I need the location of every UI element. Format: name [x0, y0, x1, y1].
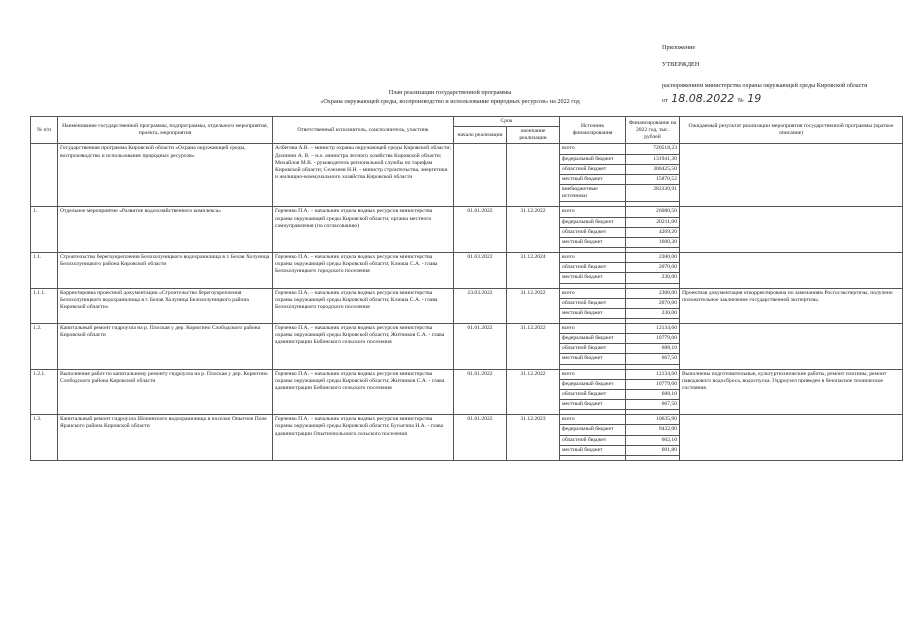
row-num: 1.1. — [31, 253, 58, 288]
funding-amount: 601,80 — [626, 445, 680, 455]
plan-title-line1: План реализации государственной программы — [388, 89, 512, 96]
header-executor: Ответственный исполнитель, соисполнитель, участник — [273, 117, 454, 144]
approval-date-line — [662, 92, 902, 106]
funding-amount: 2300,00 — [626, 253, 680, 263]
header-result: Ожидаемый результат реализации мероприятия государственной программы (краткое описание) — [680, 117, 903, 144]
funding-amount: 300425,50 — [626, 164, 680, 174]
row-start: 23.03.2022 — [454, 288, 507, 323]
row-end: 31.12.2022 — [507, 323, 560, 369]
funding-source: местный бюджет — [560, 354, 626, 364]
funding-source: областной бюджет — [560, 263, 626, 273]
funding-source: федеральный бюджет — [560, 425, 626, 435]
funding-source: местный бюджет — [560, 445, 626, 455]
row-result — [680, 323, 903, 369]
funding-amount: 26080,50 — [626, 207, 680, 217]
row-start: 01.01.2022 — [454, 207, 507, 253]
table-row — [31, 253, 903, 263]
spacer-cell — [560, 455, 626, 460]
funding-amount: 688,10 — [626, 389, 680, 399]
funding-source: федеральный бюджет — [560, 379, 626, 389]
row-name: Капитальный ремонт гидроузла Шопинского водохранилища в поселке Опытное Поле Яранского района Кировской области — [58, 415, 273, 461]
table-row — [31, 288, 903, 298]
row-num: 1.2. — [31, 323, 58, 369]
row-result — [680, 207, 903, 253]
spacer-cell — [626, 455, 680, 460]
funding-amount: 667,50 — [626, 354, 680, 364]
funding-amount: 20211,00 — [626, 217, 680, 227]
row-executor: Горченко П.А. – начальник отдела водных ресурсов министерства охраны окружающей среды Кировской области; Житников С.А. - глава администрации Бобинского сельского поселения — [273, 323, 454, 369]
funding-source: местный бюджет — [560, 400, 626, 410]
row-result: Выполнены подготовительные, культуртехнические работы, ремонт плотины, ремонт паводкового водосброса, водоспуска. Гидроузел приведен в безопасное техническое состояние. — [680, 369, 903, 415]
funding-source: всего — [560, 415, 626, 425]
row-start — [454, 144, 507, 207]
row-start: 01.01.2022 — [454, 323, 507, 369]
row-start: 01.03.2022 — [454, 253, 507, 288]
approved-by-order: распоряжением министерства охраны окружающей среды Кировской области — [662, 82, 868, 90]
row-end: 31.12.2022 — [507, 369, 560, 415]
funding-source: федеральный бюджет — [560, 217, 626, 227]
handwritten-date: 18.08.2022 — [671, 92, 735, 106]
funding-amount: 2300,00 — [626, 288, 680, 298]
funding-amount: 2070,00 — [626, 263, 680, 273]
row-name: Отдельное мероприятие «Развитие водохозяйственного комплекса» — [58, 207, 273, 253]
table-row — [31, 323, 903, 333]
row-name: Строительство берегоукрепления Белохолуницкого водохранилища в г. Белая Холуница Белохолуницкого района Кировской области — [58, 253, 273, 288]
header-num: № п/п — [31, 117, 58, 144]
plan-table-body — [31, 144, 903, 460]
funding-source: всего — [560, 323, 626, 333]
funding-source: внебюджетные источники — [560, 185, 626, 202]
funding-source: всего — [560, 288, 626, 298]
funding-amount: 282330,91 — [626, 185, 680, 202]
funding-amount: 12134,60 — [626, 369, 680, 379]
row-num: 1.1.1. — [31, 288, 58, 323]
funding-source: всего — [560, 369, 626, 379]
plan-table — [30, 116, 903, 461]
header-source: Источник финансирования — [560, 117, 626, 144]
row-start: 01.01.2022 — [454, 415, 507, 461]
funding-amount: 1600,30 — [626, 237, 680, 247]
funding-source: областной бюджет — [560, 164, 626, 174]
funding-amount: 10635,90 — [626, 415, 680, 425]
number-label: № — [737, 97, 744, 105]
row-result: Проектная документация откорректирована по замечаниям Росгосэкспертизы, получено положительное заключение государственной экспертизы. — [680, 288, 903, 323]
funding-source: областной бюджет — [560, 435, 626, 445]
row-result — [680, 144, 903, 207]
header-amount: Финансирование на 2022 год, тыс. рублей — [626, 117, 680, 144]
row-result — [680, 253, 903, 288]
table-row — [31, 369, 903, 379]
row-name: Капитальный ремонт гидроузла на р. Плоская у дер. Корюгино Слободского района Кировской области — [58, 323, 273, 369]
row-name: Корректировка проектной документации «Строительство берегоукрепления Белохолуницкого водохранилища в г. Белая Холуница Белохолуницкого района Кировской области» — [58, 288, 273, 323]
row-end — [507, 144, 560, 207]
funding-source: областной бюджет — [560, 389, 626, 399]
approval-block — [662, 44, 902, 106]
funding-source: федеральный бюджет — [560, 154, 626, 164]
funding-amount: 2070,00 — [626, 298, 680, 308]
funding-source: областной бюджет — [560, 298, 626, 308]
row-executor: Горченко П.А. – начальник отдела водных ресурсов министерства охраны окружающей среды Кировской области; органы местного самоуправления (по согласованию) — [273, 207, 454, 253]
funding-source: всего — [560, 253, 626, 263]
funding-amount: 230,00 — [626, 273, 680, 283]
funding-source: всего — [560, 207, 626, 217]
funding-amount: 12134,60 — [626, 323, 680, 333]
plan-title — [250, 89, 650, 106]
funding-amount: 4269,20 — [626, 227, 680, 237]
row-num — [31, 144, 58, 207]
funding-amount: 230,00 — [626, 308, 680, 318]
row-end: 31.12.2023 — [507, 415, 560, 461]
funding-source: областной бюджет — [560, 227, 626, 237]
approved-label: УТВЕРЖДЕН — [662, 61, 700, 69]
row-num: 1. — [31, 207, 58, 253]
handwritten-number: 19 — [747, 92, 762, 106]
funding-amount: 131941,30 — [626, 154, 680, 164]
funding-amount: 15870,52 — [626, 174, 680, 184]
row-num: 1.3. — [31, 415, 58, 461]
header-term: Срок — [454, 117, 560, 127]
table-row — [31, 144, 903, 154]
row-end: 31.12.2022 — [507, 288, 560, 323]
funding-amount: 9432,00 — [626, 425, 680, 435]
table-row — [31, 415, 903, 425]
funding-amount: 10779,00 — [626, 334, 680, 344]
funding-source: местный бюджет — [560, 273, 626, 283]
plan-title-line2: «Охрана окружающей среды, воспроизводство и использование природных ресурсов» на 2022 год — [320, 97, 580, 105]
funding-source: местный бюджет — [560, 308, 626, 318]
funding-source: федеральный бюджет — [560, 334, 626, 344]
row-end: 31.12.2024 — [507, 253, 560, 288]
funding-amount: 688,10 — [626, 344, 680, 354]
row-end: 31.12.2022 — [507, 207, 560, 253]
appendix-label: Приложение — [662, 44, 696, 51]
funding-amount: 720518,23 — [626, 144, 680, 154]
row-executor: Горченко П.А. – начальник отдела водных ресурсов министерства охраны окружающей среды Кировской области; Клюша С.А. - глава Белохолуницкого городского поселения — [273, 288, 454, 323]
funding-source: местный бюджет — [560, 174, 626, 184]
row-executor: Горченко П.А. – начальник отдела водных ресурсов министерства охраны окружающей среды Кировской области; Клюша С.А. - глава Белохолуницкого городского поселения — [273, 253, 454, 288]
header-end: окончание реализации — [507, 127, 560, 144]
row-name: Выполнение работ по капитальному ремонту гидроузла на р. Плоская у дер. Корюгино Слободского района Кировской области — [58, 369, 273, 415]
row-executor: Албегова А.В. – министр охраны окружающей среды Кировской области; Долинин А. В. – и.о. министра лесного хозяйства Кировской области; Михайлов М.В. - руководитель региональной службы по тарифам Кировской области; Селезнев Н.Н. - министр строительства, энергетики и жилищно-коммунального хозяйства Кировской области — [273, 144, 454, 207]
funding-source: областной бюджет — [560, 344, 626, 354]
row-executor: Горченко П.А. – начальник отдела водных ресурсов министерства охраны окружающей среды Кировской области; Житников С.А. - глава администрации Бобинского сельского поселения — [273, 369, 454, 415]
funding-amount: 602,10 — [626, 435, 680, 445]
row-num: 1.2.1. — [31, 369, 58, 415]
row-result — [680, 415, 903, 461]
header-start: начало реализации — [454, 127, 507, 144]
row-executor: Горченко П.А. – начальник отдела водных ресурсов министерства охраны окружающей среды Кировской области; Бусыгина Н.А. - глава администрации Опытнопольского сельского поселения — [273, 415, 454, 461]
header-name: Наименование государственной программы, подпрограммы, отдельного мероприятия, проекта, мероприятия — [58, 117, 273, 144]
date-from-label: от — [662, 97, 668, 105]
row-start: 01.01.2022 — [454, 369, 507, 415]
table-header-row — [31, 117, 903, 127]
funding-amount: 10779,00 — [626, 379, 680, 389]
table-row — [31, 207, 903, 217]
funding-source: всего — [560, 144, 626, 154]
funding-source: местный бюджет — [560, 237, 626, 247]
row-name: Государственная программа Кировской области «Охрана окружающей среды, воспроизводство и использование природных ресурсов» — [58, 144, 273, 207]
funding-amount: 667,50 — [626, 400, 680, 410]
